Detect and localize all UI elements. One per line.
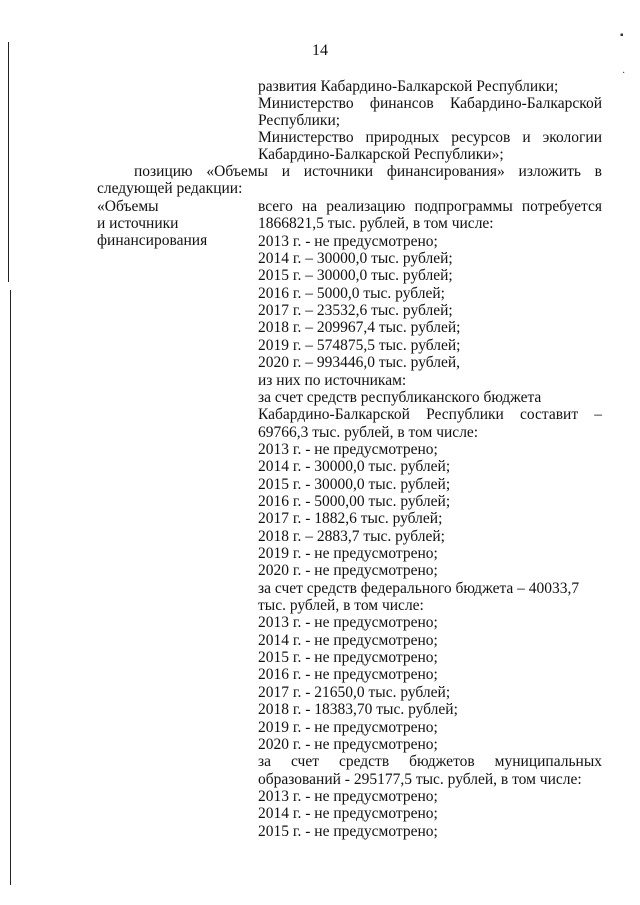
funding-line: 2016 г. – 5000,0 тыс. рублей; (258, 284, 445, 302)
funding-line: 2015 г. – 30000,0 тыс. рублей; (258, 267, 453, 285)
intro-line: Министерство финансов Кабардино-Балкарской (258, 95, 602, 112)
left-label: финансирования (97, 232, 208, 249)
left-margin-line-lower (10, 290, 11, 885)
funding-line: Кабардино-Балкарской Республики составит – (258, 406, 602, 424)
funding-line: 2018 г. – 2883,7 тыс. рублей; (258, 527, 445, 545)
funding-line: 2014 г. - не предусмотрено; (258, 805, 438, 823)
funding-line: из них по источникам: (258, 371, 407, 389)
funding-line: 2018 г. – 209967,4 тыс. рублей; (258, 319, 461, 337)
funding-line: образований - 295177,5 тыс. рублей, в том числе: (258, 770, 582, 788)
funding-line: 2019 г. - не предусмотрено; (258, 545, 438, 562)
funding-line: 2014 г. - 30000,0 тыс. рублей; (258, 458, 451, 476)
funding-line: 2014 г. - не предусмотрено; (258, 631, 438, 649)
left-label: и источники (97, 215, 179, 232)
funding-line: 69766,3 тыс. рублей, в том числе: (258, 423, 479, 441)
intro-line: Кабардино-Балкарской Республики»; (258, 146, 504, 163)
funding-line: 2019 г. - не предусмотрено; (258, 718, 438, 736)
intro-line: развития Кабардино-Балкарской Республики; (258, 78, 559, 95)
position-line-2: следующей редакции: (97, 180, 243, 197)
funding-line: 2013 г. - не предусмотрено; (258, 787, 438, 805)
funding-line: 2015 г. - не предусмотрено; (258, 649, 438, 667)
funding-line: 2019 г. – 574875,5 тыс. рублей; (258, 336, 461, 354)
funding-line: 2013 г. - не предусмотрено; (258, 440, 438, 458)
funding-line: 2014 г. – 30000,0 тыс. рублей; (258, 250, 453, 268)
page-number: 14 (312, 42, 328, 59)
funding-line: 2015 г. - не предусмотрено; (258, 822, 438, 840)
position-line: позицию «Объемы и источники финансирования» изложить в (134, 163, 602, 180)
funding-line: 1866821,5 тыс. рублей, в том числе: (258, 215, 494, 233)
funding-line: 2015 г. - 30000,0 тыс. рублей; (258, 475, 451, 493)
left-label: «Объемы (97, 198, 159, 215)
funding-line: 2013 г. - не предусмотрено; (258, 614, 438, 632)
funding-line: 2017 г. - 1882,6 тыс. рублей; (258, 510, 443, 528)
funding-line: за счет средств республиканского бюджета (258, 388, 542, 406)
intro-line: Республики; (258, 112, 341, 129)
funding-line: за счет средств федерального бюджета – 40033,7 (258, 579, 580, 597)
scan-artifact: ▪ (620, 30, 624, 41)
funding-line: 2018 г. - 18383,70 тыс. рублей; (258, 701, 458, 719)
funding-line: 2017 г. - 21650,0 тыс. рублей; (258, 683, 451, 701)
funding-line: за счет средств бюджетов муниципальных (258, 753, 602, 771)
scan-artifact: · (622, 68, 626, 79)
funding-line: 2017 г. – 23532,6 тыс. рублей; (258, 302, 453, 320)
funding-line: всего на реализацию подпрограммы потребуется (258, 198, 602, 215)
funding-line: тыс. рублей, в том числе: (258, 597, 424, 615)
intro-line: Министерство природных ресурсов и экологии (258, 129, 602, 146)
left-margin-line (8, 42, 9, 282)
funding-line: 2016 г. - 5000,00 тыс. рублей; (258, 492, 451, 510)
funding-line: 2016 г. - не предусмотрено; (258, 666, 438, 684)
funding-line: 2013 г. - не предусмотрено; (258, 232, 438, 250)
funding-line: 2020 г. - не предусмотрено; (258, 735, 438, 753)
funding-line: 2020 г. - не предусмотрено; (258, 562, 438, 580)
funding-line: 2020 г. – 993446,0 тыс. рублей, (258, 354, 461, 372)
